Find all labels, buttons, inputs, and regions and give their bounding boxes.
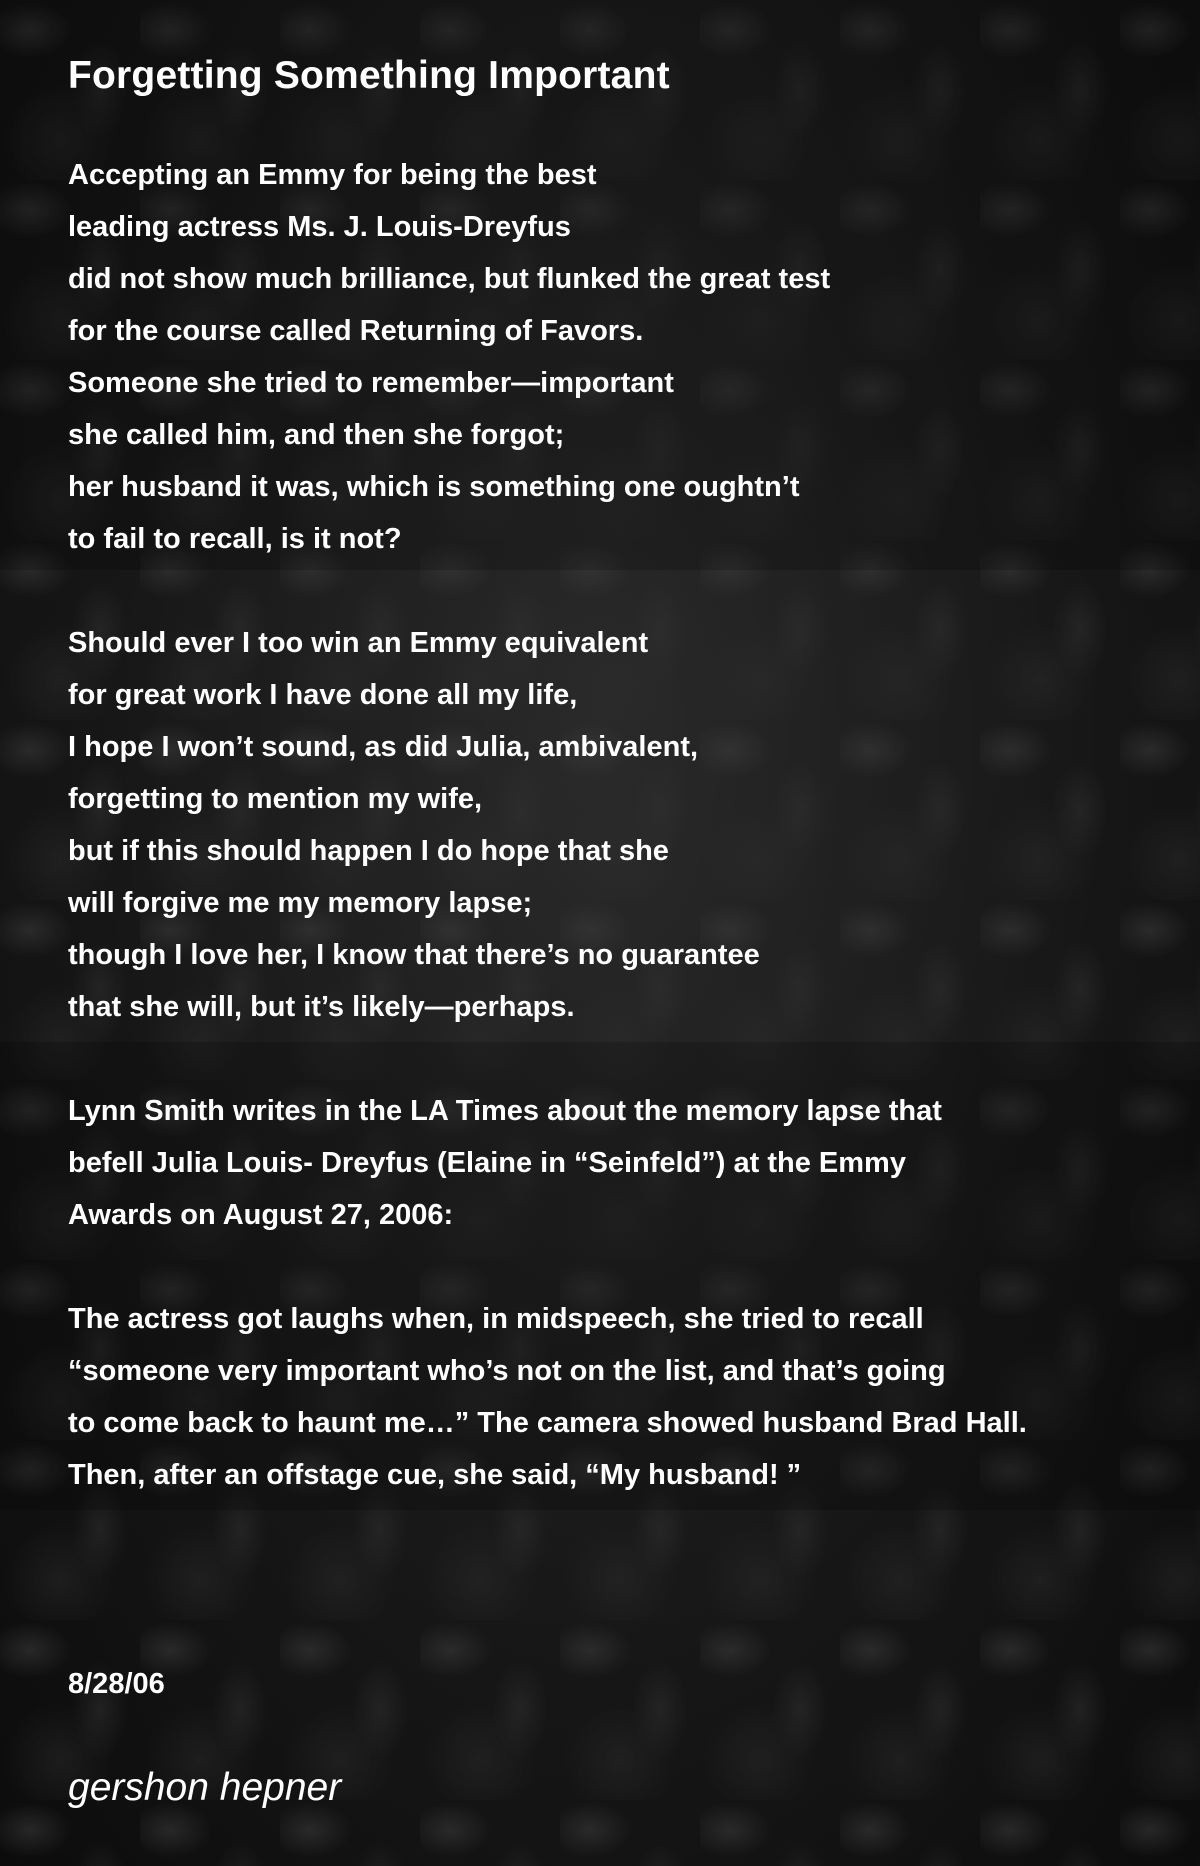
- poem-line: Someone she tried to remember—important: [68, 367, 674, 399]
- poem-line: did not show much brilliance, but flunked the great test: [68, 263, 831, 295]
- poem-line: “someone very important who’s not on the list, and that’s going: [68, 1355, 946, 1387]
- poem-line: leading actress Ms. J. Louis-Dreyfus: [68, 211, 571, 243]
- poem-line: for the course called Returning of Favors.: [68, 315, 644, 347]
- stanza-4: [68, 1293, 1027, 1501]
- poem-author: gershon hepner: [68, 1766, 342, 1809]
- stanza-2: [68, 617, 760, 1033]
- poem-line: Awards on August 27, 2006:: [68, 1199, 454, 1231]
- poem-line: she called him, and then she forgot;: [68, 419, 565, 451]
- poem-line: but if this should happen I do hope that she: [68, 835, 669, 867]
- poem-date: 8/28/06: [68, 1668, 165, 1700]
- poem-line: I hope I won’t sound, as did Julia, ambivalent,: [68, 731, 699, 763]
- stanza-3: [68, 1085, 942, 1241]
- poem-line: Accepting an Emmy for being the best: [68, 159, 597, 191]
- poem-line: Lynn Smith writes in the LA Times about the memory lapse that: [68, 1095, 942, 1127]
- poem-line: Should ever I too win an Emmy equivalent: [68, 627, 649, 659]
- poem-line: to come back to haunt me…” The camera showed husband Brad Hall.: [68, 1407, 1027, 1439]
- poem-line: to fail to recall, is it not?: [68, 523, 402, 555]
- poem-line: for great work I have done all my life,: [68, 679, 578, 711]
- poem-line: Then, after an offstage cue, she said, “My husband! ”: [68, 1459, 802, 1491]
- stanza-1: [68, 149, 830, 565]
- poem-line: forgetting to mention my wife,: [68, 783, 483, 815]
- poem-line: befell Julia Louis- Dreyfus (Elaine in “Seinfeld”) at the Emmy: [68, 1147, 906, 1179]
- poem-line: that she will, but it’s likely—perhaps.: [68, 991, 575, 1023]
- poem-line: The actress got laughs when, in midspeech, she tried to recall: [68, 1303, 924, 1335]
- poem-line: will forgive me my memory lapse;: [68, 887, 533, 919]
- poem-line: her husband it was, which is something one oughtn’t: [68, 471, 800, 503]
- poem-title: Forgetting Something Important: [68, 54, 670, 97]
- poem-line: though I love her, I know that there’s no guarantee: [68, 939, 760, 971]
